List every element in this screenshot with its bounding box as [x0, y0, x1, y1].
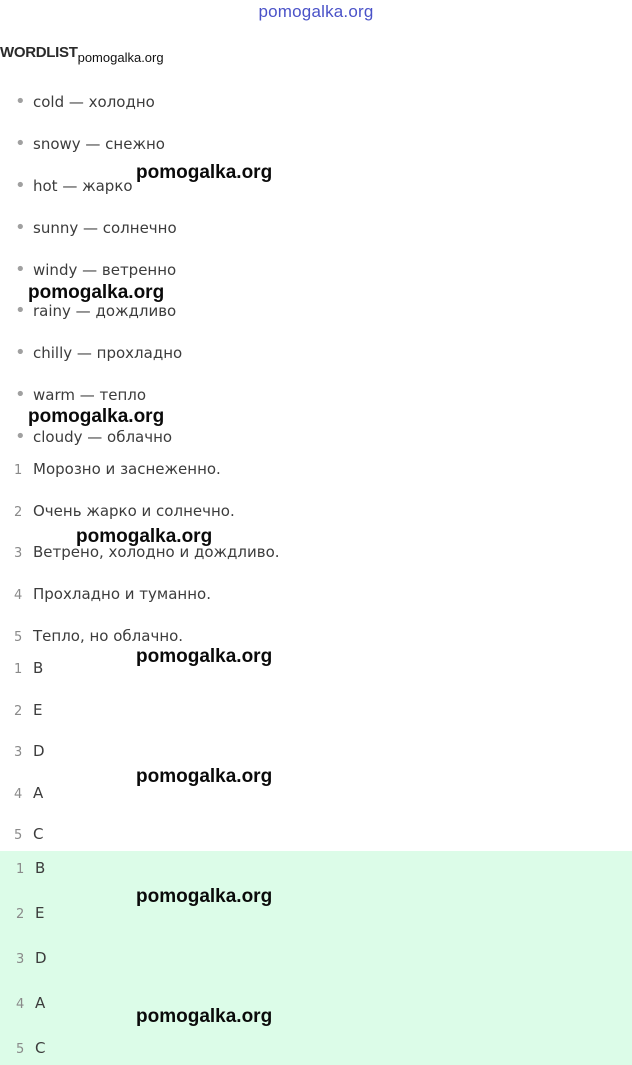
answer-item: 4 A [16, 994, 46, 1012]
watermark: pomogalka.org [76, 526, 213, 547]
answer-box [0, 851, 632, 1065]
sentence-item: 1 Морозно и заснеженно. [14, 460, 221, 478]
bullet-icon: • [15, 300, 26, 321]
watermark: pomogalka.org [136, 1006, 273, 1027]
wordlist-item: • cloudy — облачно [0, 425, 172, 449]
wordlist-item: • sunny — солнечно [0, 216, 177, 240]
bullet-icon: • [15, 217, 26, 238]
bullet-icon: • [15, 384, 26, 405]
wordlist-title: WORDLIST [0, 44, 78, 61]
bullet-icon: • [15, 175, 26, 196]
watermark: pomogalka.org [136, 162, 273, 183]
watermark: pomogalka.org [136, 886, 273, 907]
wordlist-item: • windy — ветренно [0, 258, 176, 282]
answer-item: 3 D [16, 949, 47, 967]
wordlist-item: • hot — жарко [0, 174, 133, 198]
watermark: pomogalka.org [28, 406, 165, 427]
answer-item: 5 C [16, 1039, 46, 1057]
match-item: 1 B [14, 659, 44, 677]
wordlist-item: • warm — тепло [0, 383, 146, 407]
bullet-icon: • [15, 426, 26, 447]
answer-item: 2 E [16, 904, 45, 922]
bullet-icon: • [15, 91, 26, 112]
section-header [0, 42, 164, 65]
match-item: 4 A [14, 784, 44, 802]
top-watermark: pomogalka.org [258, 2, 374, 21]
wordlist-item: • cold — холодно [0, 90, 155, 114]
bullet-icon: • [15, 342, 26, 363]
sentence-item: 4 Прохладно и туманно. [14, 585, 211, 603]
watermark: pomogalka.org [28, 282, 165, 303]
wordlist-item: • snowy — снежно [0, 132, 165, 156]
answer-item: 1 B [16, 859, 46, 877]
bullet-icon: • [15, 259, 26, 280]
wordlist-item: • chilly — прохладно [0, 341, 182, 365]
match-item: 3 D [14, 742, 45, 760]
sentence-item: 2 Очень жарко и солнечно. [14, 502, 235, 520]
header-watermark: pomogalka.org [77, 50, 164, 65]
watermark: pomogalka.org [136, 646, 273, 667]
watermark: pomogalka.org [136, 766, 273, 787]
match-item: 2 E [14, 701, 43, 719]
sentence-item: 3 Ветрено, холодно и дождливо. [14, 543, 280, 561]
match-item: 5 C [14, 825, 44, 843]
sentence-item: 5 Тепло, но облачно. [14, 627, 184, 645]
bullet-icon: • [15, 133, 26, 154]
wordlist-item: • rainy — дождливо [0, 299, 176, 323]
